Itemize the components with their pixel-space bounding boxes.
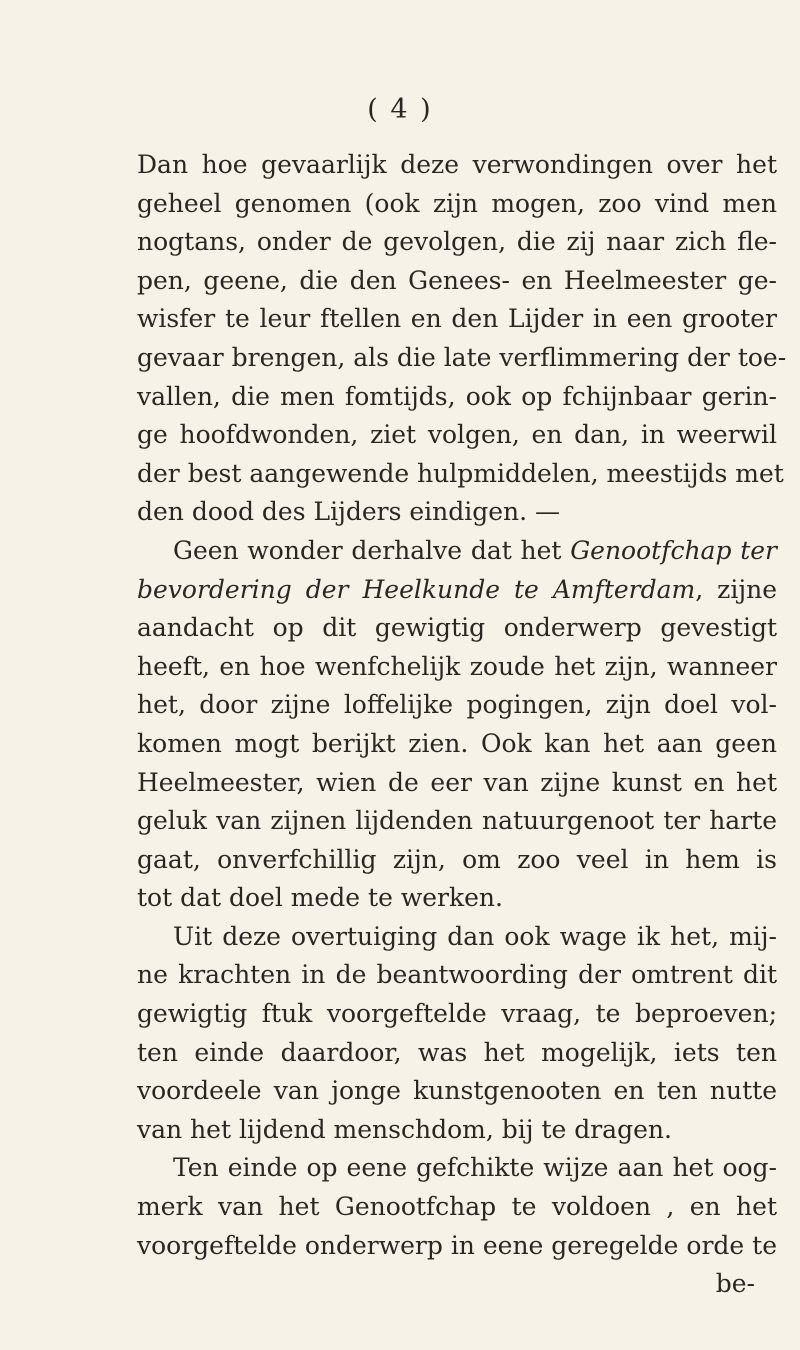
line-text: aandacht op dit gewigtig onderwerp gevestigt bbox=[137, 613, 777, 643]
text-line bbox=[137, 455, 784, 494]
body-text bbox=[137, 146, 787, 1304]
line-text: Geen wonder derhalve dat het bbox=[173, 535, 571, 565]
line-text: ge hoofdwonden, ziet volgen, en dan, in weerwil bbox=[137, 420, 777, 450]
line-text: heeft, en hoe wenfchelijk zoude het zijn, wanneer bbox=[137, 651, 777, 681]
line-text: Heelmeester, wien de eer van zijne kunst en het bbox=[137, 767, 777, 797]
text-line bbox=[137, 1227, 777, 1266]
line-text: Ten einde op eene gefchikte wijze aan het oog- bbox=[173, 1153, 777, 1183]
text-line bbox=[137, 1034, 777, 1073]
line-text: ten einde daardoor, was het mogelijk, iets ten bbox=[137, 1037, 777, 1067]
line-text: nogtans, onder de gevolgen, die zij naar zich fle- bbox=[137, 227, 777, 257]
line-text: merk van het Genootfchap te voldoen , en het bbox=[137, 1192, 777, 1222]
text-line bbox=[137, 185, 777, 224]
text-line bbox=[137, 725, 777, 764]
line-text: ne krachten in de beantwoording der omtrent dit bbox=[137, 960, 777, 990]
text-line bbox=[137, 262, 777, 301]
line-text: geheel genomen (ook zijn mogen, zoo vind men bbox=[137, 188, 777, 218]
line-text: , zijne bbox=[695, 574, 777, 604]
text-line bbox=[137, 146, 777, 185]
line-text: het, door zijne loffelijke pogingen, zijn doel vol- bbox=[137, 690, 777, 720]
line-text: vallen, die men fomtijds, ook op fchijnbaar gerin- bbox=[137, 381, 777, 411]
text-line bbox=[137, 764, 777, 803]
text-line bbox=[137, 416, 777, 455]
line-text: den dood des Lijders eindigen. — bbox=[137, 497, 561, 527]
text-line bbox=[137, 918, 777, 957]
line-text: voorgeftelde onderwerp in eene geregelde orde te bbox=[137, 1230, 777, 1260]
line-text: komen mogt berijkt zien. Ook kan het aan geen bbox=[137, 728, 777, 758]
line-text: van het lijdend menschdom, bij te dragen. bbox=[137, 1114, 672, 1144]
text-line bbox=[137, 1188, 777, 1227]
text-line bbox=[137, 879, 777, 918]
text-line bbox=[137, 378, 777, 417]
catchword bbox=[137, 1265, 777, 1304]
text-line bbox=[137, 648, 777, 687]
line-text: be- bbox=[715, 1269, 755, 1299]
text-line bbox=[137, 223, 777, 262]
text-line bbox=[137, 300, 777, 339]
line-text: wisfer te leur ftellen en den Lijder in een grooter bbox=[137, 304, 777, 334]
text-line bbox=[137, 802, 777, 841]
line-text: tot dat doel mede te werken. bbox=[137, 883, 503, 913]
line-text: Dan hoe gevaarlijk deze verwondingen over het bbox=[137, 150, 777, 179]
page-number: ( 4 ) bbox=[367, 94, 433, 125]
text-line bbox=[137, 493, 777, 532]
text-line bbox=[137, 532, 777, 571]
line-text: gewigtig ftuk voorgeftelde vraag, te beproeven; bbox=[137, 999, 777, 1029]
italic-text: Genootfchap ter bbox=[570, 535, 777, 565]
text-line bbox=[137, 956, 777, 995]
line-text: der best aangewende hulpmiddelen, meestijds met bbox=[137, 458, 784, 488]
line-text: gaat, onverfchillig zijn, om zoo veel in hem is bbox=[137, 844, 777, 874]
text-line bbox=[137, 571, 777, 610]
italic-text: bevordering der Heelkunde te Amfterdam bbox=[137, 574, 696, 604]
line-text: pen, geene, die den Genees- en Heelmeester ge- bbox=[137, 265, 777, 295]
line-text: geluk van zijnen lijdenden natuurgenoot ter harte bbox=[137, 806, 777, 836]
line-text: gevaar brengen, als die late verflimmering der toe- bbox=[137, 342, 787, 372]
text-line bbox=[137, 609, 777, 648]
text-line bbox=[137, 995, 777, 1034]
line-text: voordeele van jonge kunstgenooten en ten nutte bbox=[137, 1076, 777, 1106]
text-line bbox=[137, 1111, 777, 1150]
line-text: Uit deze overtuiging dan ook wage ik het, mij- bbox=[173, 921, 777, 951]
text-line bbox=[137, 1149, 777, 1188]
text-line bbox=[137, 1072, 777, 1111]
text-line bbox=[137, 686, 777, 725]
text-line bbox=[137, 339, 787, 378]
text-line bbox=[137, 841, 777, 880]
